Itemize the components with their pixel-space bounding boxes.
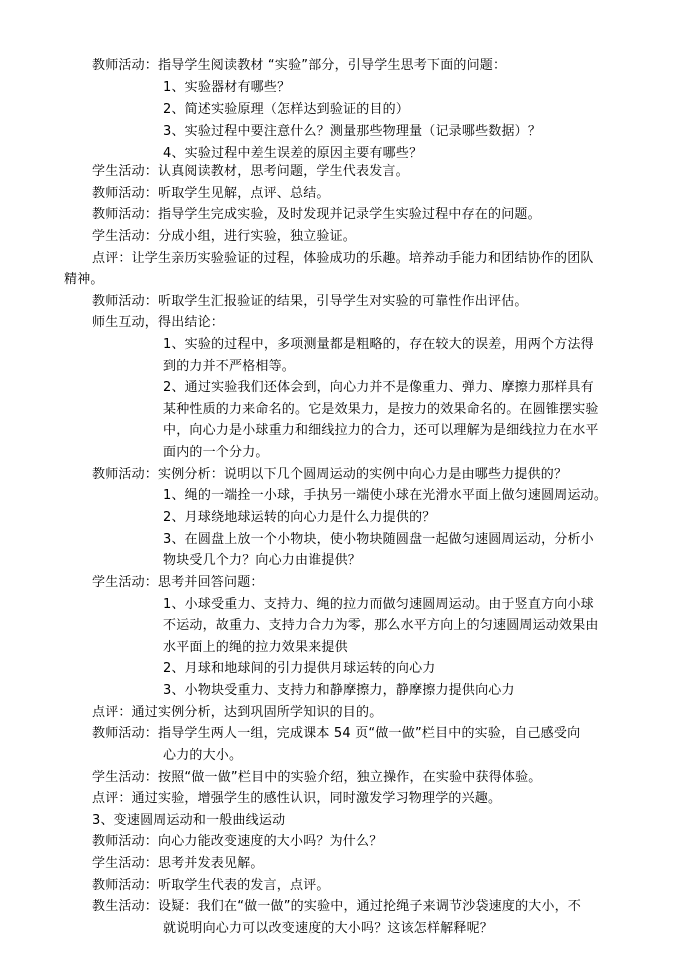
- text-line: 学生活动：思考并回答问题：: [92, 575, 264, 590]
- text-line: 教师活动：向心力能改变速度的大小吗？为什么？: [92, 834, 383, 849]
- text-line: 2、简述实验原理（怎样达到验证的目的）: [163, 102, 410, 117]
- text-line: 学生活动：认真阅读教材，思考问题，学生代表发言。: [92, 164, 409, 179]
- text-line: 3、小物块受重力、支持力和静摩擦力，静摩擦力提供向心力: [163, 683, 515, 698]
- text-line: 精神。: [64, 272, 104, 287]
- text-line: 心力的大小。: [163, 748, 243, 763]
- text-line: 水平面上的绳的拉力效果来提供: [163, 640, 348, 655]
- text-line: 点评：通过实例分析，达到巩固所学知识的目的。: [92, 705, 383, 720]
- text-line: 3、实验过程中要注意什么？测量那些物理量（记录哪些数据）？: [163, 124, 542, 139]
- text-line: 教师活动：指导学生完成实验，及时发现并记录学生实验过程中存在的问题。: [92, 207, 541, 222]
- text-line: 1、绳的一端拴一小球，手执另一端使小球在光滑水平面上做匀速圆周运动。: [163, 488, 608, 503]
- text-line: 教师活动：听取学生见解，点评、总结。: [92, 186, 330, 201]
- text-line: 教生活动：设疑：我们在“做一做”的实验中，通过抡绳子来调节沙袋速度的大小，不: [92, 899, 582, 914]
- text-line: 1、实验的过程中，多项测量都是粗略的，存在较大的误差，用两个方法得: [163, 337, 594, 352]
- text-line: 教师活动：实例分析：说明以下几个圆周运动的实例中向心力是由哪些力提供的？: [92, 467, 568, 482]
- text-line: 1、实验器材有哪些？: [163, 80, 291, 95]
- text-line: 教师活动：听取学生汇报验证的结果，引导学生对实验的可靠性作出评估。: [92, 294, 528, 309]
- text-line: 师生互动，得出结论：: [92, 315, 225, 330]
- text-line: 教师活动：指导学生阅读教材 “实验”部分，引导学生思考下面的问题：: [92, 58, 507, 73]
- text-line: 点评：通过实验，增强学生的感性认识，同时激发学习物理学的兴趣。: [92, 791, 502, 806]
- text-line: 2、通过实验我们还体会到，向心力并不是像重力、弹力、摩擦力那样具有: [163, 380, 594, 395]
- text-line: 某种性质的力来命名的。它是效果力，是按力的效果命名的。在圆锥摆实验: [163, 402, 599, 417]
- text-line: 学生活动：分成小组，进行实验，独立验证。: [92, 229, 357, 244]
- text-line: 2、月球绕地球运转的向心力是什么力提供的？: [163, 510, 436, 525]
- text-line: 面内的一个分力。: [163, 445, 269, 460]
- text-line: 2、月球和地球间的引力提供月球运转的向心力: [163, 661, 436, 676]
- text-line: 就说明向心力可以改变速度的大小吗？这该怎样解释呢？: [163, 921, 494, 936]
- text-line: 教师活动：听取学生代表的发言，点评。: [92, 878, 330, 893]
- text-line: 不运动，故重力、支持力合力为零，那么水平方向上的匀速圆周运动效果由: [163, 618, 599, 633]
- text-line: 教师活动：指导学生两人一组，完成课本 54 页“做一做”栏目中的实验，自己感受向: [92, 726, 581, 741]
- text-line: 3、在圆盘上放一个小物块，使小物块随圆盘一起做匀速圆周运动，分析小: [163, 532, 594, 547]
- text-line: 1、小球受重力、支持力、绳的拉力而做匀速圆周运动。由于竖直方向小球: [163, 597, 594, 612]
- text-line: 学生活动：思考并发表见解。: [92, 856, 264, 871]
- text-line: 点评：让学生亲历实验验证的过程，体验成功的乐趣。培养动手能力和团结协作的团队: [92, 251, 594, 266]
- text-line: 学生活动：按照“做一做”栏目中的实验介绍，独立操作，在实验中获得体验。: [92, 770, 542, 785]
- text-line: 到的力并不严格相等。: [163, 359, 296, 374]
- text-line: 4、实验过程中差生误差的原因主要有哪些？: [163, 146, 423, 161]
- text-line: 物块受几个力？向心力由谁提供？: [163, 553, 362, 568]
- section-heading: 3、变速圆周运动和一般曲线运动: [92, 813, 286, 828]
- text-line: 中，向心力是小球重力和细线拉力的合力，还可以理解为是细线拉力在水平: [163, 423, 599, 438]
